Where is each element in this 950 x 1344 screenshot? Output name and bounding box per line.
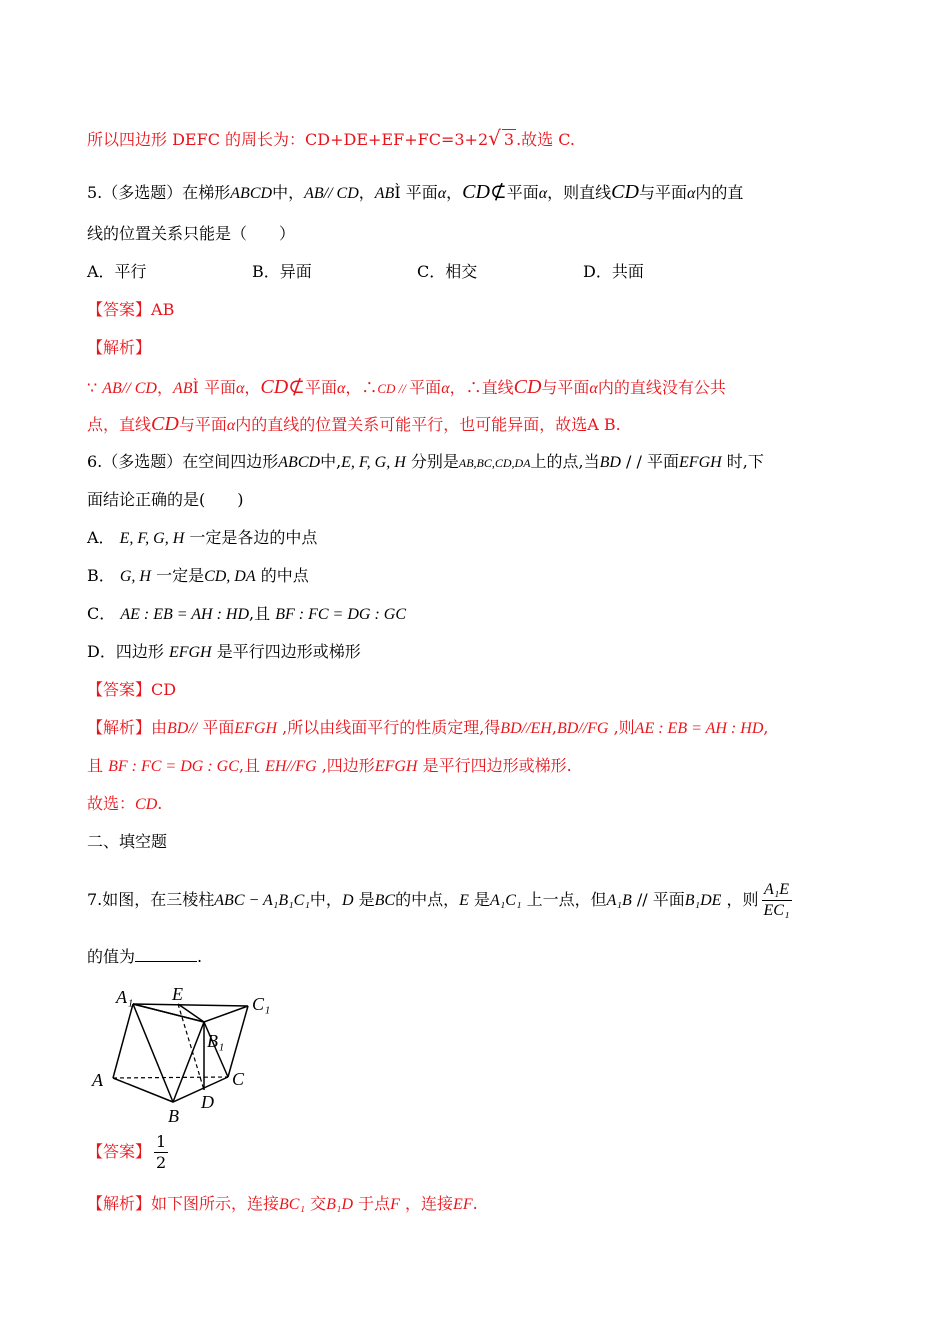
text: 平面 [304, 378, 337, 397]
answer-blank [135, 961, 197, 962]
edge-a1-b [133, 1004, 173, 1102]
text: 平面 [409, 378, 442, 397]
edge-a1-a [113, 1004, 133, 1078]
label-c1: C₁ [252, 994, 271, 1014]
text: ，则 [726, 890, 759, 909]
label-a1: A₁ [116, 987, 134, 1007]
q5-math-ab-cd: AB// CD [304, 185, 359, 202]
q7-analysis [87, 1194, 478, 1215]
q6-stem-line2: 面结论正确的是( ) [87, 490, 244, 509]
math: BF : FC = DG : GC [108, 758, 239, 775]
math: EFGH [234, 720, 278, 737]
math: E, F, G, H [119, 530, 185, 547]
math: CD // [377, 381, 410, 396]
math: A₁B [606, 892, 632, 909]
label-d: D [201, 1092, 214, 1112]
analysis-label: 【解析】 [87, 1194, 152, 1213]
math: CD, DA [204, 568, 256, 585]
top-line [87, 128, 575, 150]
option-label: C． [87, 604, 116, 623]
q5-tag: （多选题）在梯形 [102, 183, 231, 202]
q5-option-a: A．平行 [87, 262, 147, 281]
text: ,且 [238, 756, 260, 775]
q5-options [87, 262, 644, 282]
prism-edges [113, 1004, 248, 1102]
q5-subset-symbol: Ì [394, 183, 401, 202]
text: 的中点 [260, 566, 309, 585]
q7-stem [87, 880, 795, 921]
notsubset-symbol: ⊄ [288, 374, 305, 398]
q7-fraction [762, 880, 792, 921]
math: E, F, G, H [341, 454, 406, 471]
text: . [615, 415, 621, 434]
answer-label: 【答案】 [87, 680, 152, 699]
q5-math-cd: CD [611, 181, 639, 203]
answer-ab: A B [587, 415, 616, 434]
text: 如下图所示，连接 [151, 1194, 280, 1213]
q5-text: 与平面 [638, 183, 687, 202]
fraction-numerator: A₁E [762, 880, 792, 901]
q5-comma: ， [446, 183, 463, 202]
q5-analysis-label: 【解析】 [87, 338, 152, 357]
alpha: α [226, 417, 236, 434]
text: 时,下 [726, 452, 764, 471]
text: ,四边形 [321, 756, 375, 775]
text: 如图，在三棱柱 [102, 890, 215, 909]
text: . [157, 794, 163, 813]
q5-stem [87, 181, 743, 204]
text: 的值为 [87, 947, 136, 966]
edge-c1-c [228, 1006, 248, 1077]
math: ABCD [278, 454, 321, 471]
text: 一定是各边的中点 [189, 528, 318, 547]
math: BD//FG [556, 720, 609, 737]
text: 是平行四边形或梯形 [216, 642, 361, 661]
q5-number: 5. [87, 183, 103, 202]
q5-alpha: α [538, 185, 548, 202]
section-title: 二、填空题 [87, 832, 168, 851]
text: 上一点，但 [526, 890, 607, 909]
label-b1: B₁ [207, 1031, 225, 1051]
q5-alpha: α [437, 185, 447, 202]
q5-answer [87, 300, 174, 320]
q5-text: 中， [272, 183, 305, 202]
math: EFGH [679, 454, 722, 471]
text: ，连接 [405, 1194, 454, 1213]
q6-option-a [87, 528, 317, 549]
alpha: α [336, 380, 346, 397]
option-label: A． [87, 528, 115, 547]
math: EF [453, 1196, 473, 1213]
because-symbol: ∵ [87, 378, 98, 397]
option-label: B． [87, 566, 115, 585]
text: 的中点， [395, 890, 460, 909]
text: 点，直线 [87, 415, 152, 434]
label-a: A [92, 1070, 103, 1090]
text: 一定是 [156, 566, 205, 585]
text: 中, [320, 452, 342, 471]
q7-stem-line2 [87, 947, 202, 967]
text: 平面 [202, 718, 235, 737]
answer-label: 【答案】 [87, 1142, 152, 1161]
text: 是平行四边形或梯形. [422, 756, 572, 775]
math: BD//EH [500, 720, 552, 737]
text: 内的直线的位置关系可能平行，也可能异面，故选 [235, 415, 588, 434]
text: ， [156, 378, 173, 397]
math: AB,BC,CD,DA [458, 456, 531, 470]
q6-analysis-line1 [87, 718, 768, 739]
q6-stem [87, 452, 764, 473]
q6-analysis-line3 [87, 794, 162, 815]
answer-label: 【答案】 [87, 300, 152, 319]
text: 交 [310, 1194, 327, 1213]
math: CD [151, 413, 179, 435]
math: CD [135, 796, 158, 813]
text: ,所以由线面平行的性质定理,得 [282, 718, 501, 737]
math: B₁D [326, 1196, 354, 1213]
text: 内的直线没有公共 [597, 378, 726, 397]
q5-notsubset-symbol: ⊄ [489, 179, 507, 203]
math: B₁DE [684, 892, 722, 909]
math: AE : EB = AH : HD [120, 606, 250, 623]
text: . [197, 947, 203, 966]
sqrt-symbol: √ [488, 126, 501, 150]
text: 上的点,当 [530, 452, 600, 471]
alpha: α [235, 380, 245, 397]
q5-alpha: α [686, 185, 696, 202]
label-c: C [232, 1069, 245, 1089]
text: ， [244, 378, 261, 397]
text: ，∴ [345, 378, 378, 397]
label-b: B [168, 1106, 179, 1126]
answer-value: AB [151, 300, 175, 319]
top-line-post: .故选 C. [516, 130, 575, 149]
math: AB [172, 380, 193, 397]
q5-text-plane: 平面 [405, 183, 438, 202]
q6-analysis-line2 [87, 756, 572, 777]
q5-comma: ， [358, 183, 375, 202]
text: 是 [473, 890, 490, 909]
text: // 平面 [636, 890, 685, 909]
math: EH//FG [265, 758, 317, 775]
text: 与平面 [178, 415, 227, 434]
text: 是 [358, 890, 375, 909]
math: CD [260, 376, 289, 398]
math: D [341, 892, 354, 909]
math: G, H [119, 568, 151, 585]
fraction-numerator: 1 [156, 1132, 167, 1151]
math: EFGH [168, 644, 212, 661]
q6-answer [87, 680, 176, 700]
q5-option-b: B．异面 [252, 262, 312, 281]
math: BD [599, 454, 621, 471]
math: A₁C₁ [489, 892, 522, 909]
math: EFGH [374, 758, 418, 775]
q6-option-b [87, 566, 309, 587]
text: 与平面 [541, 378, 590, 397]
text: 由 [151, 718, 168, 737]
q5-text: ，则直线 [547, 183, 612, 202]
q7-answer [87, 1132, 171, 1173]
text: 平面 [203, 378, 236, 397]
q5-math-ab: AB [374, 185, 395, 202]
alpha: α [441, 380, 450, 397]
fraction-denominator: EC₁ [763, 902, 790, 919]
sqrt-arg: 3 [503, 130, 515, 149]
q5-option-d: D．共面 [583, 262, 644, 281]
q5-stem-line2: 线的位置关系只能是（ ） [87, 224, 296, 243]
analysis-label: 【解析】 [87, 718, 152, 737]
alpha: α [589, 380, 598, 397]
q6-number: 6. [87, 452, 103, 471]
math: BC [374, 892, 396, 909]
option-label: D．四边形 [87, 642, 164, 661]
text: ,则 [613, 718, 635, 737]
q5-option-c: C．相交 [417, 262, 478, 281]
q5-text: 内的直 [695, 183, 744, 202]
q5-math-abcd: ABCD [230, 185, 273, 202]
math: AE : EB = AH : HD [634, 720, 764, 737]
text: ,且 [249, 604, 271, 623]
text: , [551, 718, 557, 737]
q5-text-plane: 平面 [506, 183, 539, 202]
top-line-pre: 所以四边形 DEFC 的周长为：CD+DE+EF+FC=3+2 [87, 130, 489, 149]
text: . [472, 1194, 478, 1213]
q6-option-c [87, 604, 406, 625]
text: （多选题）在空间四边形 [102, 452, 279, 471]
text: 故选： [87, 794, 136, 813]
math: ABC − A₁B₁C₁ [214, 892, 310, 909]
edge-a1-b1 [133, 1004, 204, 1022]
q6-option-d [87, 642, 361, 663]
subset-symbol: Ì [192, 378, 199, 397]
math: F [390, 1196, 400, 1213]
math: BC₁ [279, 1196, 306, 1213]
math: BD// [167, 720, 198, 737]
math: AB// CD [102, 380, 157, 397]
fraction-denominator: 2 [156, 1153, 167, 1172]
answer-fraction [154, 1132, 168, 1173]
prism-figure [88, 984, 288, 1130]
text: 中， [309, 890, 342, 909]
text: ，∴直线 [449, 378, 514, 397]
edge-a-c [113, 1077, 228, 1078]
text: 且 [87, 756, 104, 775]
q5-analysis-line1 [87, 376, 726, 399]
q7-number: 7. [87, 890, 103, 909]
math: CD [513, 376, 542, 398]
answer-value: CD [151, 680, 177, 699]
q5-analysis-line2 [87, 414, 621, 436]
label-e: E [172, 984, 183, 1004]
text: 于点 [358, 1194, 391, 1213]
text: , [763, 718, 769, 737]
text: 分别是 [410, 452, 459, 471]
math: BF : FC = DG : GC [275, 606, 407, 623]
math: E [459, 892, 469, 909]
text: / / 平面 [626, 452, 680, 471]
q5-math-cd: CD [462, 181, 490, 203]
